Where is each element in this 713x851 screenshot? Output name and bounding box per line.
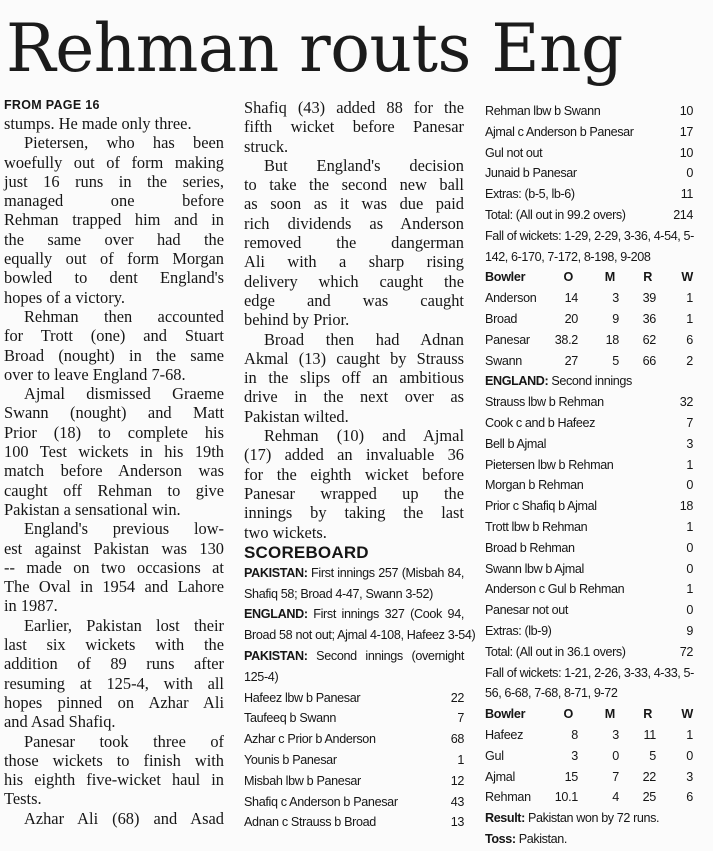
batting-row bbox=[485, 642, 693, 663]
runs: 17 bbox=[679, 124, 693, 139]
toss-text: Pakistan. bbox=[515, 831, 567, 846]
bowler-name: Rehman bbox=[485, 790, 531, 805]
innings-summary-line bbox=[244, 667, 464, 688]
article-line: struck. bbox=[244, 136, 289, 156]
summary-text: First innings 327 (Cook 94, bbox=[307, 607, 464, 622]
bowling-r: 11 bbox=[643, 727, 656, 742]
article-line: resuming at 125-4, with all bbox=[4, 673, 224, 693]
article-line: his eighth five-wicket haul in bbox=[4, 770, 224, 790]
runs: 68 bbox=[450, 732, 464, 747]
bowling-m: 3 bbox=[612, 291, 619, 306]
bowling-o: 38.2 bbox=[554, 332, 578, 347]
runs: 43 bbox=[450, 794, 464, 809]
bowling-row bbox=[485, 309, 693, 330]
article-line: those wickets to finish with bbox=[4, 750, 224, 770]
article-line: est against Pakistan was 130 bbox=[4, 538, 224, 558]
summary-text: Shafiq 58; Broad 4-47, Swann 3-52) bbox=[244, 586, 434, 601]
batting-row bbox=[485, 517, 693, 538]
innings-summary bbox=[244, 563, 476, 688]
bowling-r: 66 bbox=[642, 353, 656, 368]
article-line: stumps. He made only three. bbox=[4, 114, 192, 133]
batting-row bbox=[244, 708, 464, 729]
article-text bbox=[4, 114, 224, 828]
article-text bbox=[244, 98, 464, 542]
article-line: Pietersen, who has been bbox=[24, 133, 224, 153]
article-line: Panesar took three of bbox=[24, 731, 224, 751]
bowling-header-bowler: Bowler bbox=[485, 707, 526, 722]
batsman-dismissal: Swann lbw b Ajmal bbox=[485, 561, 584, 576]
bowling-row bbox=[485, 787, 693, 808]
article-line: Pakistan wilted. bbox=[244, 406, 349, 426]
batsman-dismissal: Misbah lbw b Panesar bbox=[244, 773, 361, 788]
batsman-dismissal: Strauss lbw b Rehman bbox=[485, 395, 604, 410]
batsman-dismissal: Total: (All out in 36.1 overs) bbox=[485, 644, 626, 659]
bowling-header-row bbox=[485, 704, 693, 725]
bowling-r: 22 bbox=[642, 769, 656, 784]
batsman-dismissal: Hafeez lbw b Panesar bbox=[244, 690, 361, 705]
article-line: Pakistan a sensational win. bbox=[4, 499, 181, 519]
runs: 9 bbox=[686, 623, 693, 638]
pakistan-bowling-card bbox=[485, 704, 693, 808]
batsman-dismissal: Adnan c Strauss b Broad bbox=[244, 815, 376, 830]
batting-row bbox=[244, 812, 464, 833]
bowling-header-r: R bbox=[643, 270, 652, 285]
batsman-dismissal: Gul not out bbox=[485, 145, 543, 160]
bowler-name: Hafeez bbox=[485, 727, 524, 742]
runs: 1 bbox=[457, 753, 464, 767]
batting-row bbox=[485, 496, 693, 517]
batsman-dismissal: Azhar c Prior b Anderson bbox=[244, 732, 376, 747]
england-fall-of-wickets bbox=[485, 663, 693, 705]
article-line: for the eighth wicket before bbox=[244, 464, 464, 484]
result-line bbox=[485, 808, 693, 829]
bowling-header-m: M bbox=[604, 270, 615, 285]
batsman-dismissal: Extras: (b-5, lb-6) bbox=[485, 187, 575, 202]
article-line: delivery which caught the bbox=[244, 271, 464, 291]
bowling-row bbox=[485, 351, 693, 372]
article-line: just 16 runs in the series, bbox=[4, 171, 224, 191]
article-line: But England's decision bbox=[264, 155, 464, 175]
article-line: Earlier, Pakistan lost their bbox=[24, 615, 224, 635]
bowling-o: 8 bbox=[571, 727, 578, 742]
batsman-dismissal: Rehman lbw b Swann bbox=[485, 104, 601, 118]
batting-row bbox=[485, 559, 693, 580]
batting-row bbox=[485, 579, 693, 600]
bowling-header-bowler: Bowler bbox=[485, 270, 526, 285]
batsman-dismissal: Bell b Ajmal bbox=[485, 436, 546, 451]
batsman-dismissal: Total: (All out in 99.2 overs) bbox=[485, 207, 626, 222]
bowler-name: Broad bbox=[485, 311, 518, 326]
batsman-dismissal: Taufeeq b Swann bbox=[244, 711, 337, 726]
runs: 0 bbox=[686, 561, 693, 576]
bowling-header-o: O bbox=[563, 707, 573, 722]
batsman-dismissal: Pietersen lbw b Rehman bbox=[485, 457, 614, 472]
bowling-o: 20 bbox=[564, 311, 578, 326]
bowler-name: Panesar bbox=[485, 332, 530, 347]
article-line: Broad (nought) in the same bbox=[4, 345, 224, 365]
article-line: Akmal (13) caught by Strauss bbox=[244, 348, 464, 368]
result-text: Pakistan won by 72 runs. bbox=[524, 811, 660, 826]
bowling-w: 6 bbox=[686, 790, 693, 805]
scoreboard-title: SCOREBOARD bbox=[244, 542, 369, 562]
batsman-dismissal: Extras: (lb-9) bbox=[485, 623, 552, 638]
article-line: caught off Rehman to give bbox=[4, 480, 224, 500]
innings-summary-line bbox=[244, 646, 464, 667]
bowler-name: Gul bbox=[485, 748, 504, 763]
batsman-dismissal: Cook c and b Hafeez bbox=[485, 415, 596, 430]
batting-row bbox=[485, 163, 693, 184]
article-line: (17) added an invaluable 36 bbox=[244, 445, 464, 465]
toss-label: Toss: bbox=[485, 831, 516, 846]
pakistan-batting-card bbox=[244, 688, 464, 834]
result-label: Result: bbox=[485, 811, 525, 826]
batting-row bbox=[485, 143, 693, 164]
bowling-row bbox=[485, 330, 693, 351]
article-line: England's previous low- bbox=[24, 519, 224, 539]
runs: 10 bbox=[679, 104, 693, 118]
runs: 18 bbox=[679, 499, 693, 514]
team-label: ENGLAND: bbox=[244, 607, 308, 622]
batsman-dismissal: Ajmal c Anderson b Panesar bbox=[485, 124, 634, 139]
bowling-header-o: O bbox=[563, 270, 573, 285]
runs: 11 bbox=[680, 187, 693, 202]
fall-of-wickets-line: Fall of wickets: 1-21, 2-26, 3-33, 4-33, 5- bbox=[485, 665, 694, 680]
article-line: innings by taking the last bbox=[244, 503, 464, 523]
bowling-w: 2 bbox=[686, 353, 693, 368]
batsman-dismissal: Junaid b Panesar bbox=[485, 166, 577, 181]
fall-of-wickets-line: Fall of wickets: 1-29, 2-29, 3-36, 4-54, 5- bbox=[485, 228, 694, 243]
article-line: Prior (18) to complete his bbox=[4, 422, 224, 442]
innings-summary-line bbox=[244, 563, 464, 584]
batting-row bbox=[485, 205, 693, 226]
bowling-r: 62 bbox=[642, 332, 656, 347]
runs: 72 bbox=[679, 644, 693, 659]
bowling-w: 1 bbox=[686, 311, 693, 326]
innings-summary-line bbox=[244, 584, 464, 605]
article-line: Rehman trapped him and in bbox=[4, 210, 224, 230]
team-label: PAKISTAN: bbox=[244, 565, 308, 580]
runs: 32 bbox=[679, 395, 693, 410]
article-line: -- made on two occasions at bbox=[4, 557, 224, 577]
bowling-r: 5 bbox=[649, 748, 656, 763]
article-column-1 bbox=[4, 98, 224, 828]
article-line: in the slips off an ambitious bbox=[244, 368, 464, 388]
article-line: Panesar wrapped up the bbox=[244, 483, 464, 503]
bowling-header-row bbox=[485, 267, 693, 288]
article-line: two wickets. bbox=[244, 522, 327, 542]
article-line: Shafiq (43) added 88 for the bbox=[244, 98, 464, 117]
batting-row bbox=[244, 750, 464, 771]
scoreboard-column bbox=[485, 101, 693, 850]
article-line: Ali with a sharp rising bbox=[244, 252, 464, 272]
article-line: Azhar Ali (68) and Asad bbox=[24, 808, 224, 828]
article-line: in 1987. bbox=[4, 596, 58, 616]
article-line: behind by Prior. bbox=[244, 310, 350, 330]
bowling-header-r: R bbox=[643, 707, 652, 722]
jump-kicker: FROM PAGE 16 bbox=[4, 98, 100, 112]
article-line: addition of 89 runs after bbox=[4, 654, 224, 674]
batsman-dismissal: Shafiq c Anderson b Panesar bbox=[244, 794, 398, 809]
bowling-o: 27 bbox=[564, 353, 578, 368]
batting-row bbox=[244, 771, 464, 792]
bowling-r: 25 bbox=[642, 790, 656, 805]
article-line: managed one before bbox=[4, 191, 224, 211]
batting-row bbox=[485, 413, 693, 434]
innings-label: Second innings bbox=[548, 374, 632, 389]
runs: 1 bbox=[686, 457, 693, 472]
innings-summary-line bbox=[244, 604, 464, 625]
batsman-dismissal: Panesar not out bbox=[485, 603, 568, 618]
article-line: drive in the next over as bbox=[244, 387, 464, 407]
runs: 10 bbox=[679, 145, 693, 160]
bowling-m: 3 bbox=[612, 727, 619, 742]
batsman-dismissal: Anderson c Gul b Rehman bbox=[485, 582, 625, 597]
article-line: Broad then had Adnan bbox=[264, 329, 464, 349]
article-line: Ajmal dismissed Graeme bbox=[24, 384, 224, 404]
runs: 7 bbox=[457, 711, 464, 726]
batting-row bbox=[485, 475, 693, 496]
summary-text: 125-4) bbox=[244, 669, 279, 684]
article-line: Swann (nought) and Matt bbox=[4, 403, 224, 423]
pakistan-batting-card-continued bbox=[485, 101, 693, 226]
runs: 0 bbox=[686, 166, 693, 181]
bowling-row bbox=[485, 725, 693, 746]
article-line: for Trott (one) and Stuart bbox=[4, 326, 224, 346]
runs: 0 bbox=[686, 540, 693, 555]
bowling-o: 3 bbox=[571, 748, 578, 763]
bowling-m: 9 bbox=[612, 311, 619, 326]
toss-line bbox=[485, 829, 693, 850]
batting-row bbox=[485, 392, 693, 413]
article-line: to take the second new ball bbox=[244, 175, 464, 195]
article-line: fifth wicket before Panesar bbox=[244, 117, 464, 137]
fall-of-wickets-line: 142, 6-170, 7-172, 8-198, 9-208 bbox=[485, 249, 651, 264]
bowling-w: 1 bbox=[686, 727, 693, 742]
article-line: edge and was caught bbox=[244, 290, 464, 310]
bowling-m: 18 bbox=[605, 332, 619, 347]
batting-row bbox=[485, 101, 693, 122]
bowling-w: 0 bbox=[686, 748, 693, 763]
runs: 1 bbox=[686, 582, 693, 597]
headline: Rehman routs Eng bbox=[6, 10, 623, 87]
bowler-name: Ajmal bbox=[485, 769, 515, 784]
bowling-m: 0 bbox=[612, 748, 619, 763]
bowling-header-w: W bbox=[681, 707, 693, 722]
bowling-r: 39 bbox=[642, 291, 656, 306]
summary-text: Second innings (overnight bbox=[307, 649, 464, 664]
article-line: rich dividends as Anderson bbox=[244, 213, 464, 233]
batsman-dismissal: Broad b Rehman bbox=[485, 540, 575, 555]
batting-row bbox=[244, 729, 464, 750]
runs: 1 bbox=[686, 519, 693, 534]
england-label: ENGLAND: bbox=[485, 374, 549, 389]
bowling-o: 10.1 bbox=[554, 790, 578, 805]
article-line: removed the dangerman bbox=[244, 233, 464, 253]
runs: 214 bbox=[673, 207, 693, 222]
article-line: and Asad Shafiq. bbox=[4, 712, 116, 732]
batsman-dismissal: Younis b Panesar bbox=[244, 753, 337, 767]
runs: 13 bbox=[450, 815, 464, 830]
bowler-name: Anderson bbox=[485, 291, 537, 306]
article-line: match before Anderson was bbox=[4, 461, 224, 481]
bowling-row bbox=[485, 288, 693, 309]
article-line: last six wickets with the bbox=[4, 635, 224, 655]
bowling-header-w: W bbox=[681, 270, 693, 285]
article-line: equally out of form Morgan bbox=[4, 249, 224, 269]
article-line: The Oval in 1954 and Lahore bbox=[4, 577, 224, 597]
article-line: hopes of a victory. bbox=[4, 287, 125, 307]
fall-of-wickets-line: 56, 6-68, 7-68, 8-71, 9-72 bbox=[485, 686, 618, 701]
bowling-w: 6 bbox=[686, 332, 693, 347]
article-column-2 bbox=[244, 98, 476, 833]
batting-row bbox=[485, 538, 693, 559]
runs: 22 bbox=[450, 690, 464, 705]
batsman-dismissal: Trott lbw b Rehman bbox=[485, 519, 588, 534]
bowling-header-m: M bbox=[604, 707, 615, 722]
article-line: hopes pinned on Azhar Ali bbox=[4, 692, 224, 712]
batting-row bbox=[485, 434, 693, 455]
bowling-m: 4 bbox=[612, 790, 619, 805]
bowling-o: 15 bbox=[564, 769, 578, 784]
runs: 12 bbox=[450, 773, 464, 788]
bowling-row bbox=[485, 767, 693, 788]
bowling-r: 36 bbox=[642, 311, 656, 326]
innings-summary-line bbox=[244, 625, 476, 646]
team-label: PAKISTAN: bbox=[244, 649, 308, 664]
batting-row bbox=[485, 184, 693, 205]
batting-row bbox=[244, 688, 464, 709]
article-line: woefully out of form making bbox=[4, 152, 224, 172]
pakistan-fall-of-wickets bbox=[485, 226, 693, 268]
bowling-w: 1 bbox=[686, 291, 693, 306]
batting-row bbox=[244, 792, 464, 813]
article-line: Tests. bbox=[4, 789, 42, 809]
batting-row bbox=[485, 600, 693, 621]
article-line: over to leave England 7-68. bbox=[4, 364, 186, 384]
batting-row bbox=[485, 621, 693, 642]
runs: 3 bbox=[686, 436, 693, 451]
article-line: Rehman (10) and Ajmal bbox=[264, 426, 464, 446]
batsman-dismissal: Prior c Shafiq b Ajmal bbox=[485, 499, 597, 514]
article-line: 100 Test wickets in his 19th bbox=[4, 442, 224, 462]
bowling-w: 3 bbox=[686, 769, 693, 784]
england-bowling-card bbox=[485, 267, 693, 371]
bowling-row bbox=[485, 746, 693, 767]
batting-row bbox=[485, 122, 693, 143]
bowling-o: 14 bbox=[564, 291, 578, 306]
bowler-name: Swann bbox=[485, 353, 523, 368]
runs: 0 bbox=[686, 603, 693, 618]
batsman-dismissal: Morgan b Rehman bbox=[485, 478, 584, 493]
runs: 0 bbox=[686, 478, 693, 493]
bowling-m: 5 bbox=[612, 353, 619, 368]
article-line: the same over had the bbox=[4, 229, 224, 249]
runs: 7 bbox=[686, 415, 693, 430]
summary-text: First innings 257 (Misbah 84, bbox=[307, 565, 464, 580]
batting-row bbox=[485, 455, 693, 476]
article-line: bowled to dent England's bbox=[4, 268, 224, 288]
england-batting-card bbox=[485, 392, 693, 662]
article-line: Rehman then accounted bbox=[24, 306, 224, 326]
article-line: as soon as it was due paid bbox=[244, 194, 464, 214]
bowling-m: 7 bbox=[612, 769, 619, 784]
summary-text: Broad 58 not out; Ajmal 4-108, Hafeez 3-54) bbox=[244, 628, 476, 643]
england-innings-heading bbox=[485, 371, 693, 392]
